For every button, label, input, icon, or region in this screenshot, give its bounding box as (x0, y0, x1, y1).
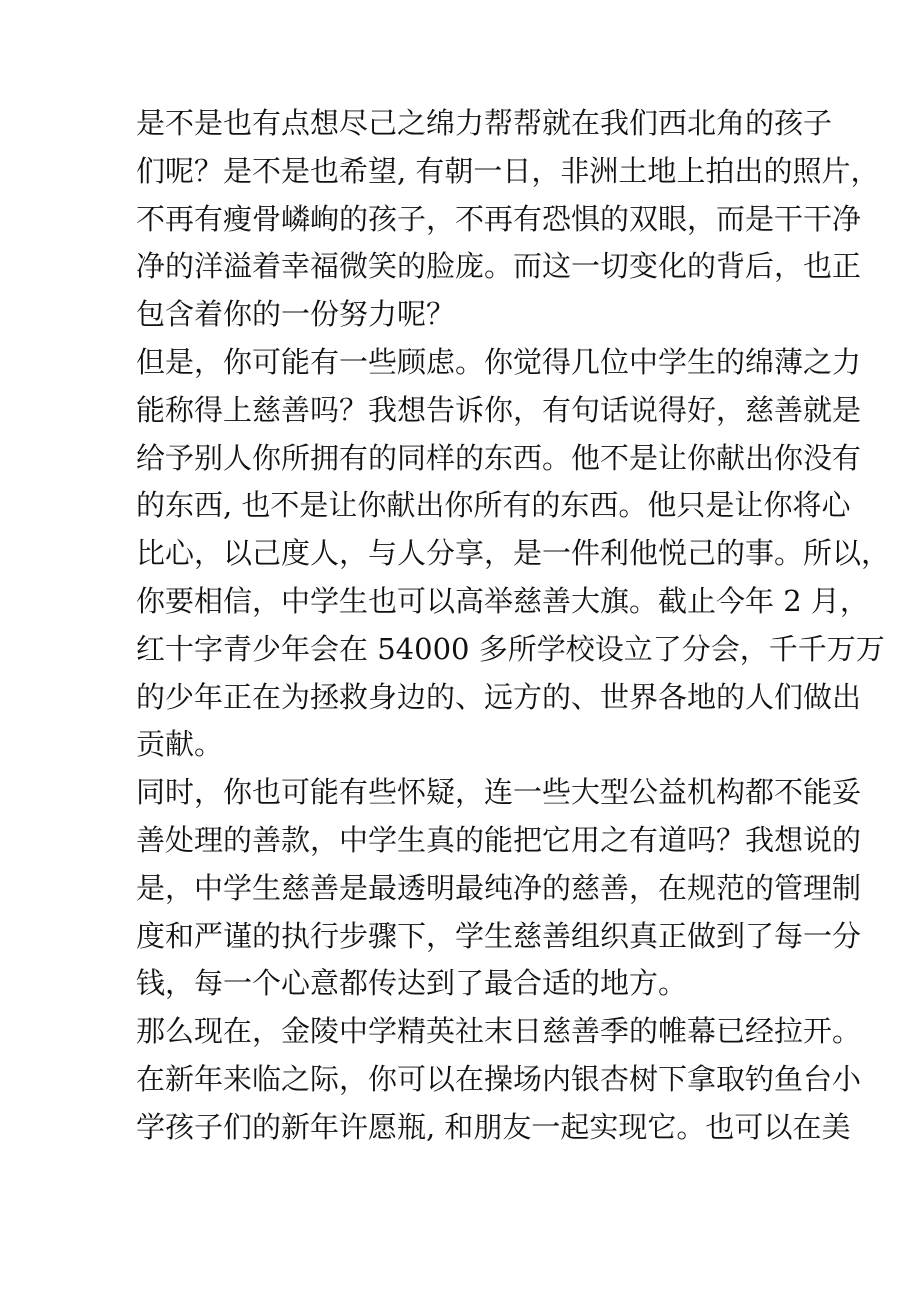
document-body (136, 100, 891, 1152)
text-line: 度和严谨的执行步骤下，学生慈善组织真正做到了每一分 (136, 918, 862, 953)
text-line: 不再有瘦骨嶙峋的孩子，不再有恐惧的双眼，而是干干净 (136, 201, 862, 236)
text-line: 那么现在，金陵中学精英社末日慈善季的帷幕已经拉开。 (136, 1014, 862, 1049)
text-line: 钱，每一个心意都传达到了最合适的地方。 (136, 966, 688, 1001)
text-line: 是，中学生慈善是最透明最纯净的慈善，在规范的管理制 (136, 870, 862, 905)
text-line: 们呢？是不是也希望, 有朝一日，非洲土地上拍出的照片， (136, 153, 880, 188)
text-line: 比心，以己度人，与人分享，是一件利他悦己的事。所以， (136, 536, 891, 571)
text-line: 的东西, 也不是让你献出你所有的东西。他只是让你将心 (136, 488, 851, 523)
text-line: 能称得上慈善吗？我想告诉你，有句话说得好，慈善就是 (136, 392, 862, 427)
text-line: 的少年正在为拯救身边的、远方的、世界各地的人们做出 (136, 679, 862, 714)
text-line: 是不是也有点想尽己之绵力帮帮就在我们西北角的孩子 (136, 106, 833, 140)
paragraph-4 (136, 1008, 862, 1151)
paragraph-3 (136, 769, 862, 1008)
text-line: 善处理的善款，中学生真的能把它用之有道吗？我想说的 (136, 822, 862, 857)
text-line: 在新年来临之际，你可以在操场内银杏树下拿取钓鱼台小 (136, 1061, 862, 1096)
text-line: 同时，你也可能有些怀疑，连一些大型公益机构都不能妥 (136, 775, 862, 810)
text-line: 你要相信，中学生也可以高举慈善大旗。截止今年 2 月， (136, 583, 869, 618)
text-line: 学孩子们的新年许愿瓶, 和朋友一起实现它。也可以在美 (136, 1109, 851, 1144)
text-line: 包含着你的一份努力呢？ (136, 297, 456, 332)
text-line: 净的洋溢着幸福微笑的脸庞。而这一切变化的背后，也正 (136, 249, 862, 284)
text-line: 但是，你可能有一些顾虑。你觉得几位中学生的绵薄之力 (136, 344, 862, 379)
text-line: 红十字青少年会在 54000 多所学校设立了分会，千千万万 (136, 631, 885, 666)
text-line: 给予别人你所拥有的同样的东西。他不是让你献出你没有 (136, 440, 862, 475)
paragraph-2 (136, 339, 891, 769)
paragraph-1 (136, 100, 880, 339)
text-line: 贡献。 (136, 727, 224, 762)
